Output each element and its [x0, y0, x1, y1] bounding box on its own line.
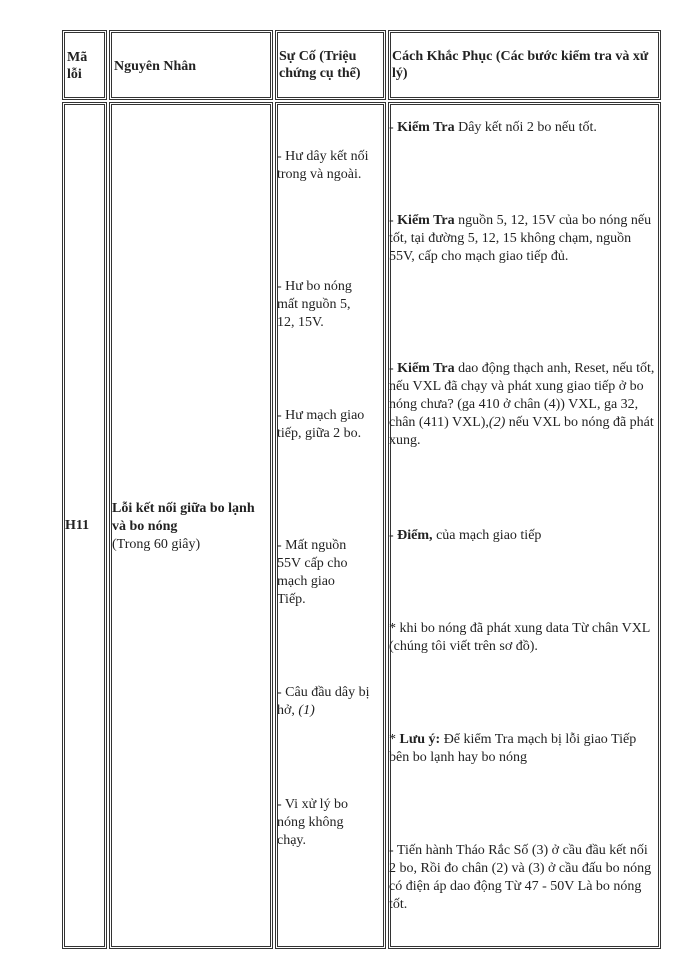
header-code: Mã lỗi	[67, 50, 88, 82]
fix-2-text: nguồn 5, 12, 15V của bo nóng nếu tốt, tại đường 5, 12, 15 không chạm, nguồn 55V, cấp cho mạch giao tiếp đủ.	[389, 213, 652, 264]
cause-note: (Trong 60 giây)	[112, 537, 201, 552]
cause-title: Lỗi kết nối giữa bo lạnh và bo nóng	[112, 501, 255, 534]
fix-4	[389, 527, 659, 545]
fix-1	[389, 119, 659, 137]
fix-3-bold: Kiểm Tra	[397, 361, 455, 376]
fix-3-text: dao động thạch anh, Reset, nếu tốt, nếu VXL đã chạy và phát xung giao tiếp ở bo nóng chưa? (ga 410 ở chân (4)) VXL, ga 32, chân (411) VXL),	[389, 361, 655, 430]
fix-6-prefix: *	[389, 732, 400, 747]
header-symptom-cell	[275, 30, 386, 100]
fix-4-bold: Điểm,	[397, 528, 433, 543]
fix-3-ref: (2)	[488, 415, 506, 430]
header-fix: Cách Khắc Phục (Các bước kiểm tra và xử lý)	[392, 49, 649, 81]
cause-text	[112, 500, 270, 554]
error-code: H11	[65, 518, 90, 533]
header-code-cell	[62, 30, 107, 100]
header-symptom: Sự Cố (Triệu chứng cụ thể)	[279, 49, 361, 81]
symptom-2: - Hư bo nóng mất nguồn 5, 12, 15V.	[277, 279, 352, 330]
fix-2-prefix: -	[389, 213, 398, 228]
fix-6	[389, 731, 659, 767]
symptom-5-ref: (1)	[298, 703, 315, 718]
fix-2	[389, 212, 660, 266]
fix-3	[389, 360, 659, 450]
fix-4-prefix: -	[389, 528, 398, 543]
fix-3-prefix: -	[389, 361, 398, 376]
symptom-1: - Hư dây kết nối trong và ngoài.	[277, 149, 369, 182]
symptom-6: - Vi xử lý bo nóng không chạy.	[277, 797, 349, 848]
fix-6-bold: Lưu ý:	[399, 732, 441, 747]
fix-4-text: của mạch giao tiếp	[432, 528, 542, 543]
header-cause: Nguyên Nhân	[114, 59, 197, 74]
fix-2-bold: Kiểm Tra	[397, 213, 455, 228]
fix-1-bold: Kiểm Tra	[397, 120, 455, 135]
fix-6-text: Để kiểm Tra mạch bị lỗi giao Tiếp bên bo lạnh hay bo nóng	[389, 732, 637, 765]
symptom-3: - Hư mạch giao tiếp, giữa 2 bo.	[277, 408, 365, 441]
header-cause-cell	[109, 30, 273, 100]
fix-3-tail: nếu VXL bo nóng đã phát xung.	[389, 415, 654, 448]
symptom-4: - Mất nguồn 55V cấp cho mạch giao Tiếp.	[277, 538, 348, 607]
symptom-5	[277, 684, 373, 720]
fix-1-prefix: -	[389, 120, 398, 135]
header-fix-cell	[388, 30, 661, 100]
fix-1-text: Dây kết nối 2 bo nếu tốt.	[454, 120, 597, 135]
fix-5: * khi bo nóng đã phát xung data Từ chân VXL (chúng tôi viết trên sơ đồ).	[389, 621, 650, 654]
symptom-5-text: - Câu đầu dây bị hở,	[277, 685, 370, 718]
fix-7: - Tiến hành Tháo Rắc Số (3) ở cầu đầu kết nối 2 bo, Rồi đo chân (2) và (3) ở cầu đấu bo nóng có điện áp dao động Từ 47 - 50V Là bo nóng tốt.	[389, 843, 652, 912]
